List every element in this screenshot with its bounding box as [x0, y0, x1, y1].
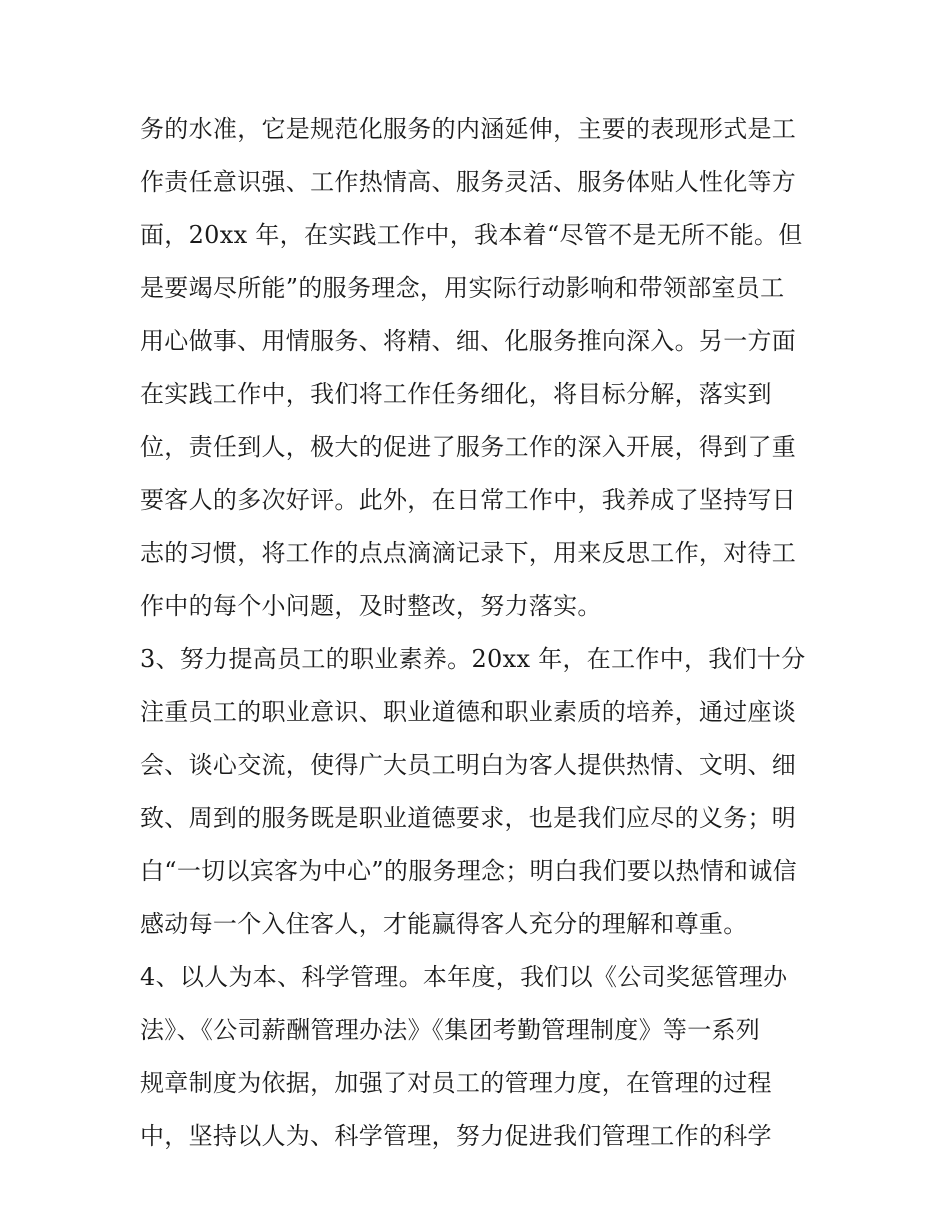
text-line: 要客人的多次好评。此外，在日常工作中，我养成了坚持写日	[140, 486, 797, 514]
text-line: 法》、《公司薪酬管理办法》《集团考勤管理制度》等一系列	[140, 1016, 761, 1044]
text-line: 白“一切以宾客为中心”的服务理念；明白我们要以热情和诚信	[140, 857, 797, 885]
text-line: 中，坚持以人为、科学管理，努力促进我们管理工作的科学	[140, 1122, 772, 1150]
text-line: 4、以人为本、科学管理。本年度，我们以《公司奖惩管理办	[140, 963, 788, 991]
text-line: 志的习惯，将工作的点点滴滴记录下，用来反思工作，对待工	[140, 539, 797, 567]
text-line: 致、周到的服务既是职业道德要求，也是我们应尽的义务；明	[140, 804, 797, 832]
text-line: 会、谈心交流，使得广大员工明白为客人提供热情、文明、细	[140, 751, 797, 779]
text-line: 是要竭尽所能”的服务理念，用实际行动影响和带领部室员工	[140, 274, 785, 302]
text-line: 位，责任到人，极大的促进了服务工作的深入开展，得到了重	[140, 433, 797, 461]
text-line: 注重员工的职业意识、职业道德和职业素质的培养，通过座谈	[140, 698, 797, 726]
text-line: 在实践工作中，我们将工作任务细化，将目标分解，落实到	[140, 380, 772, 408]
text-line: 作责任意识强、工作热情高、服务灵活、服务体贴人性化等方	[140, 168, 797, 196]
text-line: 规章制度为依据，加强了对员工的管理力度，在管理的过程	[140, 1069, 772, 1097]
text-line: 用心做事、用情服务、将精、细、化服务推向深入。另一方面	[140, 327, 797, 355]
text-line: 面，20xx 年，在实践工作中，我本着“尽管不是无所不能。但	[140, 221, 803, 249]
text-line: 务的水准，它是规范化服务的内涵延伸，主要的表现形式是工	[140, 115, 797, 143]
text-line: 作中的每个小问题，及时整改，努力落实。	[140, 592, 602, 620]
text-line: 3、努力提高员工的职业素养。20xx 年，在工作中，我们十分	[140, 645, 806, 673]
text-line: 感动每一个入住客人，才能赢得客人充分的理解和尊重。	[140, 910, 748, 938]
